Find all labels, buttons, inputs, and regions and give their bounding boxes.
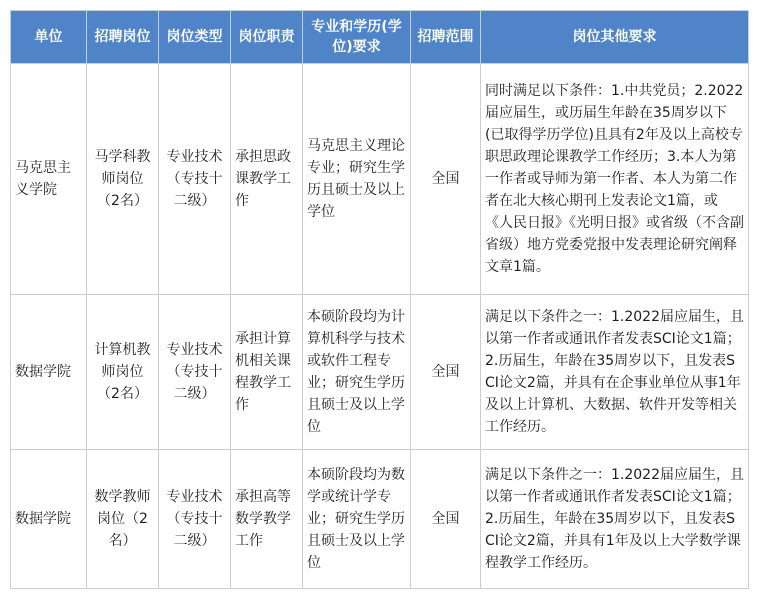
cell-major: 本硕阶段均为计算机科学与技术或软件工程专业；研究生学历且硕士及以上学位 (303, 295, 411, 450)
cell-duty: 承担计算机相关课程教学工作 (231, 295, 303, 450)
cell-duty: 承担高等数学教学工作 (231, 450, 303, 589)
cell-unit: 马克思主义学院 (11, 64, 87, 295)
cell-position: 计算机教师岗位（2名） (87, 295, 159, 450)
header-unit: 单位 (11, 11, 87, 64)
cell-type: 专业技术（专技十二级） (159, 450, 231, 589)
cell-scope: 全国 (411, 450, 481, 589)
cell-position: 数学教师岗位（2名） (87, 450, 159, 589)
header-major: 专业和学历(学位)要求 (303, 11, 411, 64)
header-scope: 招聘范围 (411, 11, 481, 64)
header-other: 岗位其他要求 (481, 11, 749, 64)
cell-major: 马克思主义理论专业；研究生学历且硕士及以上学位 (303, 64, 411, 295)
header-duty: 岗位职责 (231, 11, 303, 64)
cell-type: 专业技术（专技十二级） (159, 64, 231, 295)
cell-other: 满足以下条件之一：1.2022届应届生，且以第一作者或通讯作者发表SCI论文1篇；2.历届生，年龄在35周岁以下，且发表SCI论文2篇，并具有在企事业单位从事1年及以上计算机、大数据、软件开发等相关工作经历。 (481, 295, 749, 450)
header-position: 招聘岗位 (87, 11, 159, 64)
table-row (11, 450, 749, 589)
cell-position: 马学科教师岗位（2名） (87, 64, 159, 295)
cell-scope: 全国 (411, 295, 481, 450)
cell-scope: 全国 (411, 64, 481, 295)
table-header-row (11, 11, 749, 64)
cell-unit: 数据学院 (11, 295, 87, 450)
cell-other: 满足以下条件之一：1.2022届应届生，且以第一作者或通讯作者发表SCI论文1篇；2.历届生，年龄在35周岁以下，且发表SCI论文2篇，并具有1年及以上大学数学课程教学工作经历。 (481, 450, 749, 589)
table-row (11, 64, 749, 295)
cell-major: 本硕阶段均为数学或统计学专业；研究生学历且硕士及以上学位 (303, 450, 411, 589)
cell-duty: 承担思政课教学工作 (231, 64, 303, 295)
cell-unit: 数据学院 (11, 450, 87, 589)
recruitment-table (10, 10, 749, 589)
cell-type: 专业技术（专技十二级） (159, 295, 231, 450)
table-row (11, 295, 749, 450)
header-type: 岗位类型 (159, 11, 231, 64)
cell-other: 同时满足以下条件：1.中共党员；2.2022届应届生，或历届生年龄在35周岁以下(已取得学历学位)且具有2年及以上高校专职思政理论课教学工作经历；3.本人为第一作者或导师为第一作者、本人为第二作者在北大核心期刊上发表论文1篇，或《人民日报》《光明日报》或省级（不含副省级）地方党委党报中发表理论研究阐释文章1篇。 (481, 64, 749, 295)
